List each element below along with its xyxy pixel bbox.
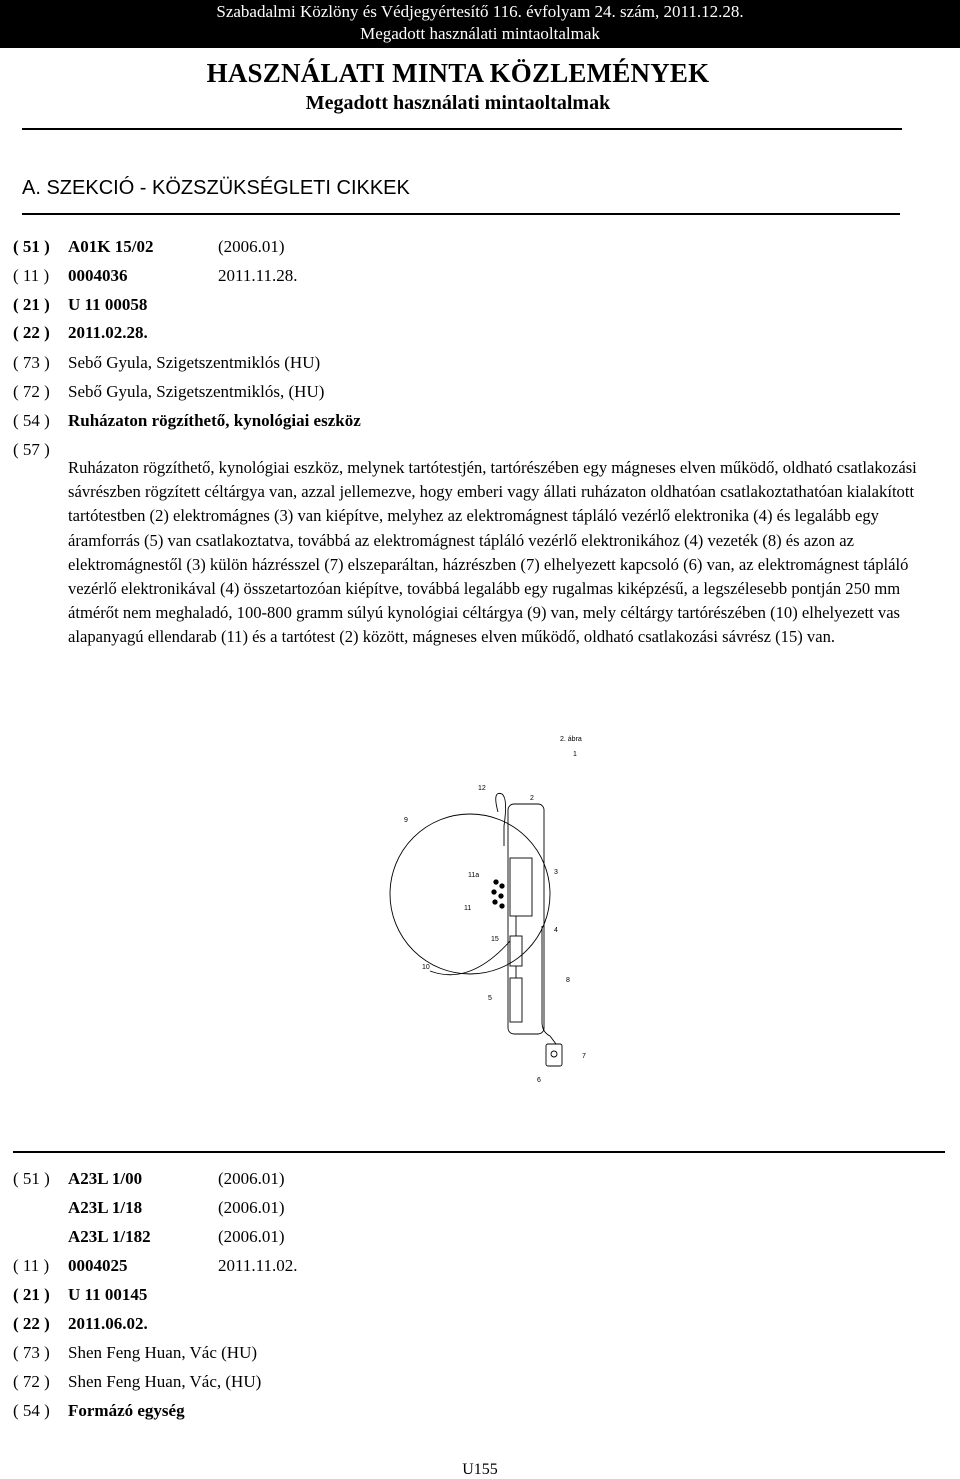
field-code: ( 51 ) — [13, 237, 50, 256]
body-shape — [508, 804, 544, 1034]
figure-label-1: 1 — [573, 751, 577, 758]
strip-dot — [493, 900, 497, 904]
inventor: Shen Feng Huan, Vác, (HU) — [68, 1372, 262, 1391]
field-code: ( 72 ) — [13, 1372, 50, 1391]
application-number: U 11 00145 — [68, 1285, 148, 1304]
inventor: Sebő Gyula, Szigetszentmiklós, (HU) — [68, 382, 325, 401]
section-divider — [22, 213, 900, 215]
field-code: ( 22 ) — [13, 1314, 50, 1333]
figure-drawing — [370, 726, 610, 1096]
figure-label-15: 15 — [491, 936, 499, 943]
field-code: ( 22 ) — [13, 323, 50, 342]
field-code: ( 73 ) — [13, 353, 50, 372]
owner: Shen Feng Huan, Vác (HU) — [68, 1343, 258, 1362]
page-subtitle: Megadott használati mintaoltalmak — [305, 92, 611, 114]
field-code: ( 51 ) — [13, 1169, 50, 1188]
field-code: ( 21 ) — [13, 295, 50, 314]
figure-label-2: 2 — [530, 795, 534, 802]
page-title: HASZNÁLATI MINTA KÖZLEMÉNYEK — [206, 58, 710, 88]
invention-title: Ruházaton rögzíthető, kynológiai eszköz — [68, 411, 361, 430]
field-code: ( 72 ) — [13, 382, 50, 401]
application-number: U 11 00058 — [68, 295, 148, 314]
registration-date: 2011.11.02. — [218, 1256, 298, 1275]
classification-code: A23L 1/00 — [68, 1169, 143, 1188]
figure-caption: 2. ábra — [560, 736, 582, 743]
figure-label-9: 9 — [404, 817, 408, 824]
switch-housing-shape — [546, 1044, 562, 1066]
switch-shape — [551, 1051, 557, 1057]
figure-label-10: 10 — [422, 964, 430, 971]
field-code: ( 11 ) — [13, 266, 50, 285]
section-heading: A. SZEKCIÓ - KÖZSZÜKSÉGLETI CIKKEK — [22, 177, 410, 199]
figure-label-3: 3 — [554, 869, 558, 876]
figure-label-12: 12 — [478, 785, 486, 792]
figure-label-5: 5 — [488, 995, 492, 1002]
invention-title: Formázó egység — [68, 1401, 185, 1420]
abstract-text: Ruházaton rögzíthető, kynológiai eszköz, melynek tartótestjén, tartórészében egy mágneses elven működő, oldható csatlakozási sávrészben rögzített céltárgya van, azzal jellemezve, hogy emberi vagy állati ruházaton oldhatóan csatlakoztathatóan kialakított tartótestben (2) elektromágnes (3) van kiépítve, melyhez az elektromágnest tápláló vezérlő elektronika (4) és legalább egy áramforrás (5) van csatlakoztatva, továbbá az elektromágnest tápláló vezérlő elektronikához (4) vezeték (8) és azon az elektromágnestől (3) külön házrésszel (7) elszeparáltan, házrészben (7) elhelyezett kapcsoló (6) van, az elektromágnest tápláló vezérlő elektronikával (4) összetartozóan kiépítve, továbbá legalább egy rugalmas kiképzésű, a legszélesebb pontján 250 mm átmérőt nem meghaladó, 100-800 gramm súlyú kynológiai céltárgya (9) van, mely céltárgy tartórészében (10) elhelyezett vas alapanyagú ellendarab (11) és a tartótest (2) között, mágneses elven működő, oldható csatlakozási sávrész (15) van. — [68, 458, 917, 647]
strip-dot — [492, 890, 496, 894]
target-ball-shape — [390, 814, 550, 974]
figure-label-4: 4 — [554, 927, 558, 934]
battery-shape — [510, 978, 522, 1022]
field-code: ( 11 ) — [13, 1256, 50, 1275]
filing-date: 2011.06.02. — [68, 1314, 148, 1333]
strip-dot — [500, 884, 504, 888]
figure-label-8: 8 — [566, 977, 570, 984]
figure-label-11: 11 — [464, 905, 472, 912]
electromagnet-shape — [510, 858, 532, 916]
header-bar — [0, 0, 960, 48]
header-section-line: Megadott használati mintaoltalmak — [360, 24, 600, 43]
strip-dot — [499, 894, 503, 898]
classification-code: A23L 1/18 — [68, 1198, 143, 1217]
field-code: ( 54 ) — [13, 411, 50, 430]
electronics-shape — [510, 936, 522, 966]
strip-dot — [494, 880, 498, 884]
entry-divider — [13, 1151, 945, 1153]
figure-label-6: 6 — [537, 1077, 541, 1084]
registration-date: 2011.11.28. — [218, 266, 298, 285]
page-number: U155 — [462, 1461, 498, 1478]
owner: Sebő Gyula, Szigetszentmiklós (HU) — [68, 353, 321, 372]
title-divider — [22, 128, 902, 130]
classification-code: A23L 1/182 — [68, 1227, 151, 1246]
field-code: ( 73 ) — [13, 1343, 50, 1362]
field-code: ( 54 ) — [13, 1401, 50, 1420]
classification-version: (2006.01) — [218, 1227, 285, 1246]
strip-dot — [500, 904, 504, 908]
figure-label-11a: 11a — [468, 872, 480, 879]
registration-number: 0004036 — [68, 266, 128, 285]
holder-part-shape — [430, 941, 510, 975]
classification-version: (2006.01) — [218, 237, 285, 256]
figure-label-7: 7 — [582, 1053, 586, 1060]
classification-version: (2006.01) — [218, 1169, 285, 1188]
classification-code: A01K 15/02 — [68, 237, 154, 256]
header-publication-line: Szabadalmi Közlöny és Védjegyértesítő 116. évfolyam 24. szám, 2011.12.28. — [216, 2, 744, 21]
filing-date: 2011.02.28. — [68, 323, 148, 342]
field-code: ( 21 ) — [13, 1285, 50, 1304]
classification-version: (2006.01) — [218, 1198, 285, 1217]
field-code: ( 57 ) — [13, 440, 50, 459]
registration-number: 0004025 — [68, 1256, 128, 1275]
